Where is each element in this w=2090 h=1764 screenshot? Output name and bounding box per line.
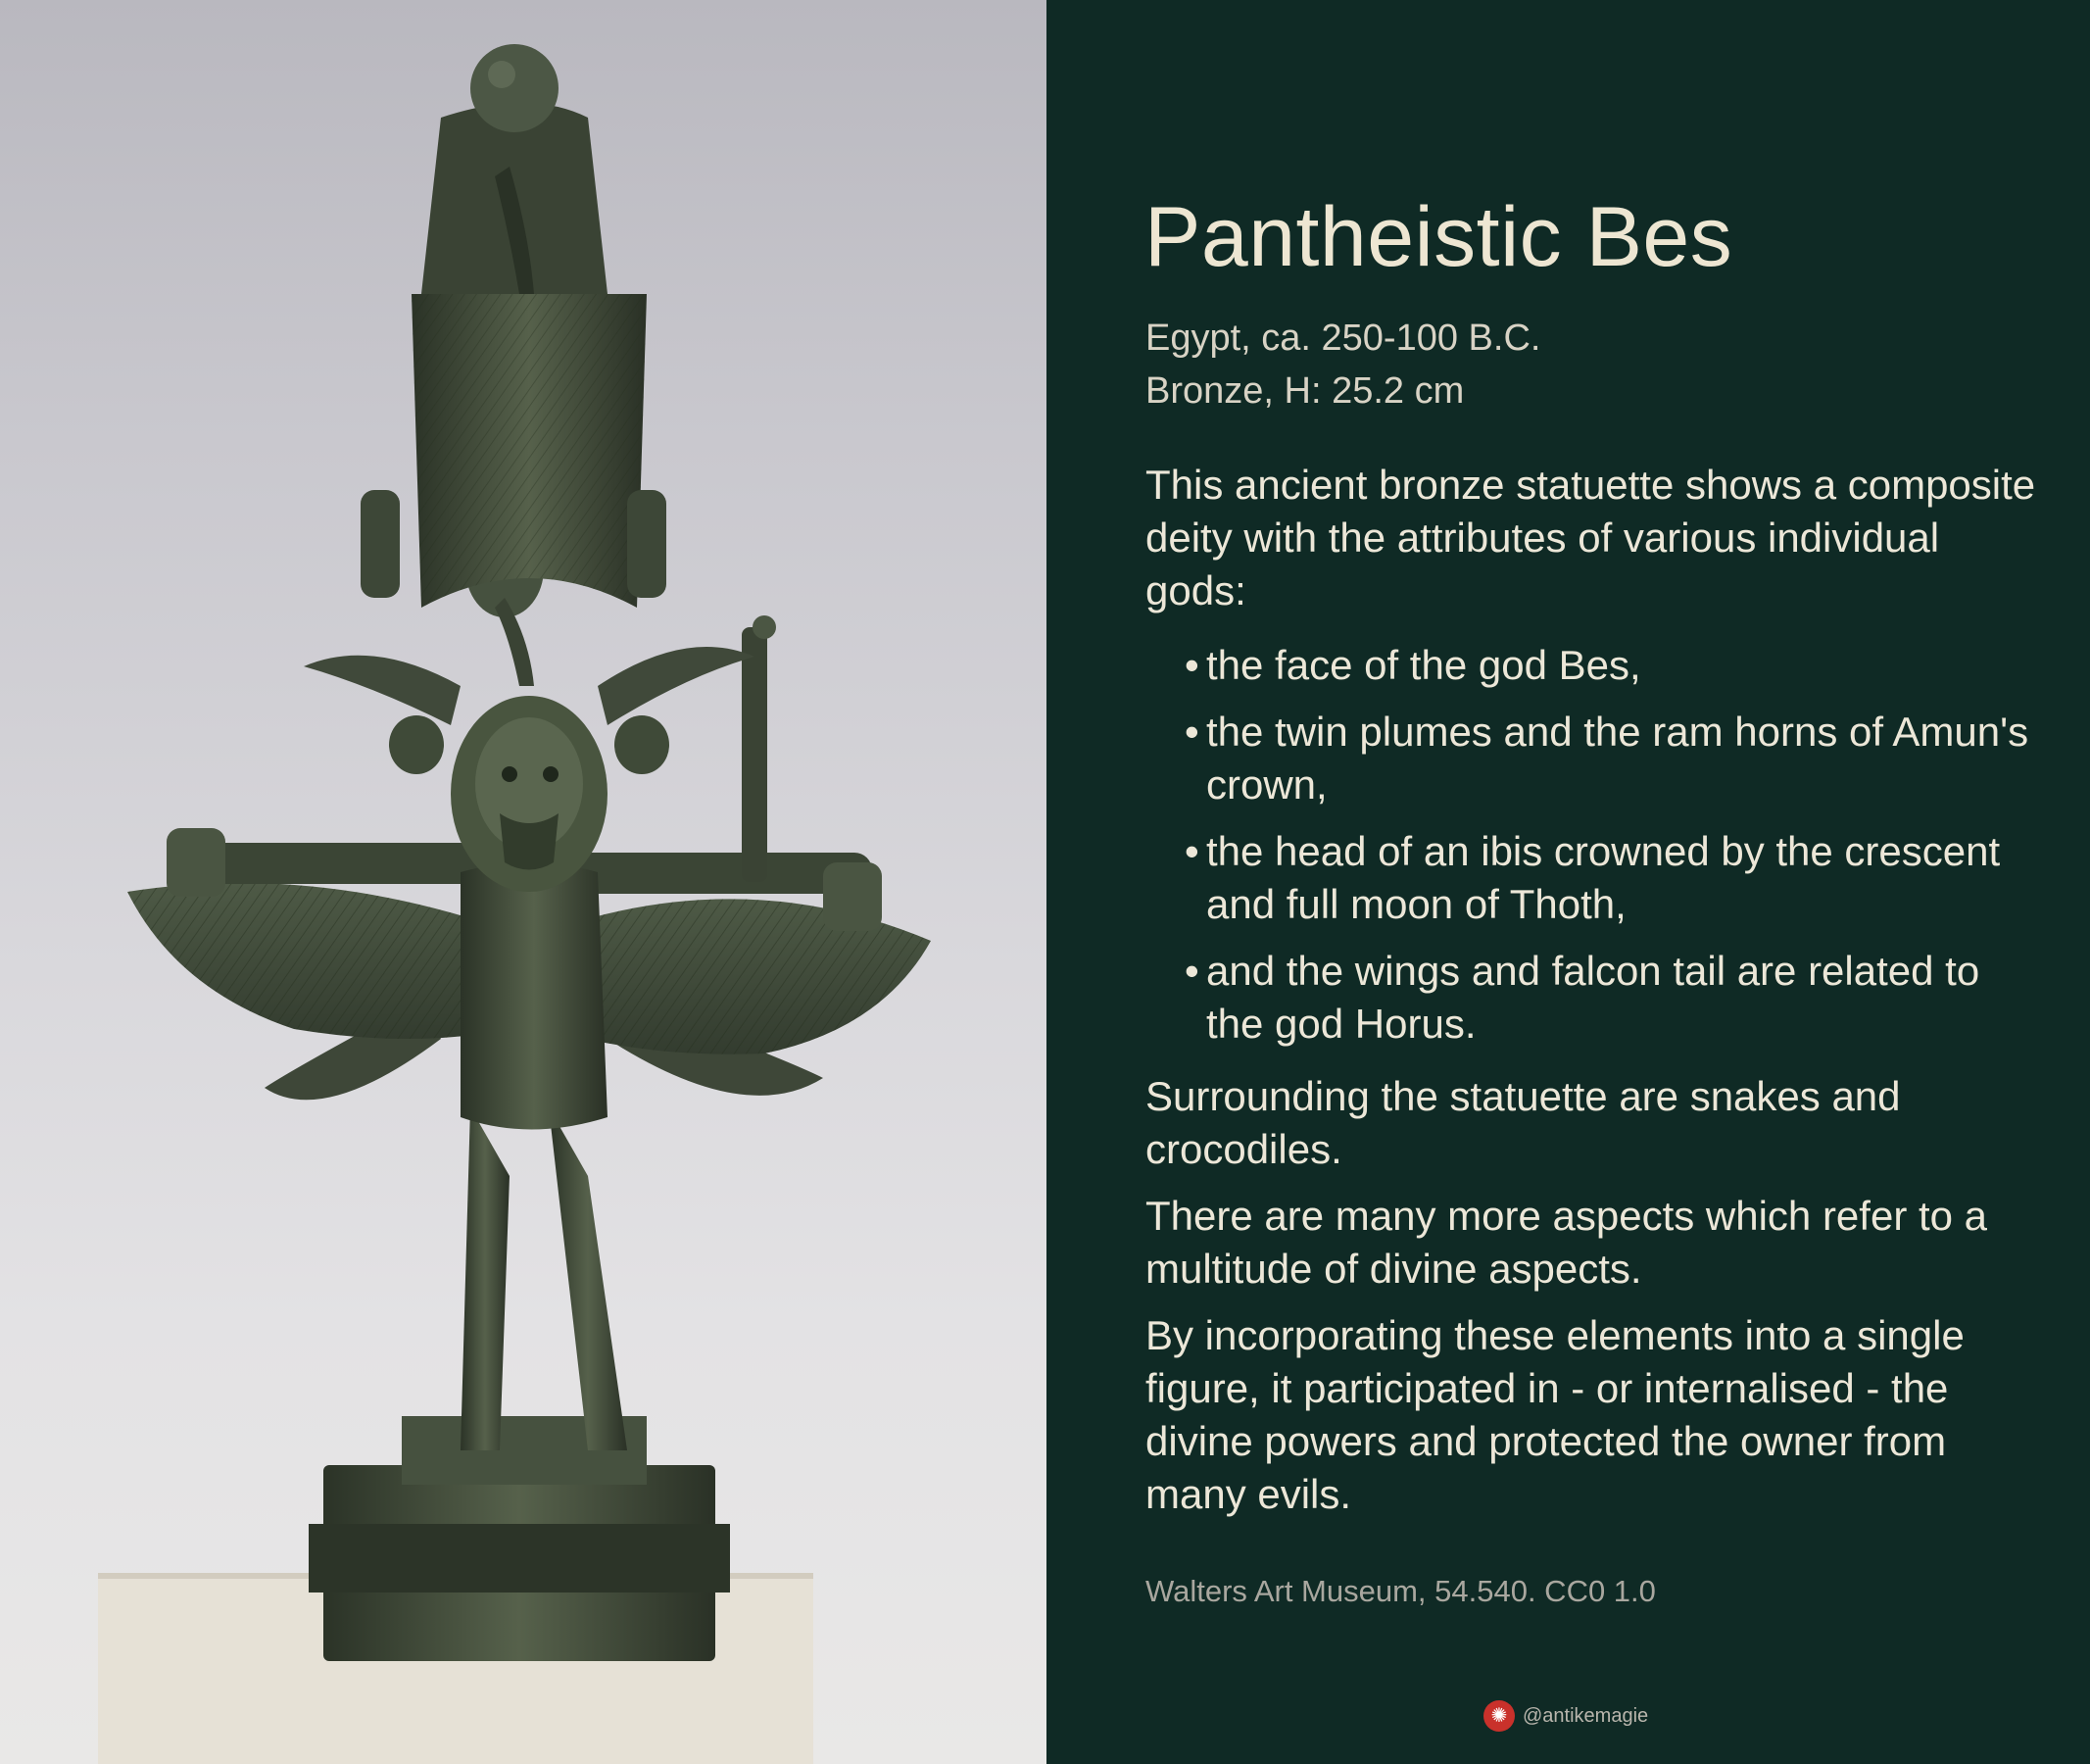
social-handle-text: @antikemagie: [1523, 1704, 1649, 1727]
artwork-material: Bronze, H: 25.2 cm: [1145, 370, 1465, 412]
description: [1145, 459, 2047, 1521]
artwork-origin: Egypt, ca. 250-100 B.C.: [1145, 318, 1541, 359]
attribute-text: the head of an ibis crowned by the crescent and full moon of Thoth,: [1206, 828, 2001, 927]
description-intro: This ancient bronze statuette shows a composite deity with the attributes of various individual gods:: [1145, 462, 2036, 613]
artwork-title: Pantheistic Bes: [1144, 190, 1733, 284]
info-panel: [1046, 0, 2090, 1764]
attribute-item: • and the wings and falcon tail are related to the god Horus.: [1185, 948, 1980, 1047]
attribute-item: • the face of the god Bes,: [1185, 642, 1641, 688]
attribute-list: [1145, 639, 2047, 1051]
artwork-meta: [1145, 312, 1540, 417]
attribute-item: • the head of an ibis crowned by the crescent and full moon of Thoth,: [1185, 828, 2001, 927]
museum-credit: Walters Art Museum, 54.540. CC0 1.0: [1145, 1574, 1656, 1608]
attribute-text: the face of the god Bes,: [1206, 642, 1641, 688]
attribute-item: • the twin plumes and the ram horns of Amun's crown,: [1185, 709, 2029, 808]
description-paragraph-3: There are many more aspects which refer to a multitude of divine aspects.: [1145, 1193, 1988, 1292]
description-paragraph-2: Surrounding the statuette are snakes and crocodiles.: [1145, 1073, 1901, 1172]
attribute-text: and the wings and falcon tail are related to the god Horus.: [1206, 948, 1980, 1047]
antikemagie-logo-icon: ✺: [1483, 1700, 1515, 1732]
attribute-text: the twin plumes and the ram horns of Amun's crown,: [1206, 709, 2029, 808]
social-handle[interactable]: [1483, 1700, 1648, 1732]
description-paragraph-4: By incorporating these elements into a single figure, it participated in - or internalised - the divine powers and protected the owner from many evils.: [1145, 1312, 1965, 1517]
